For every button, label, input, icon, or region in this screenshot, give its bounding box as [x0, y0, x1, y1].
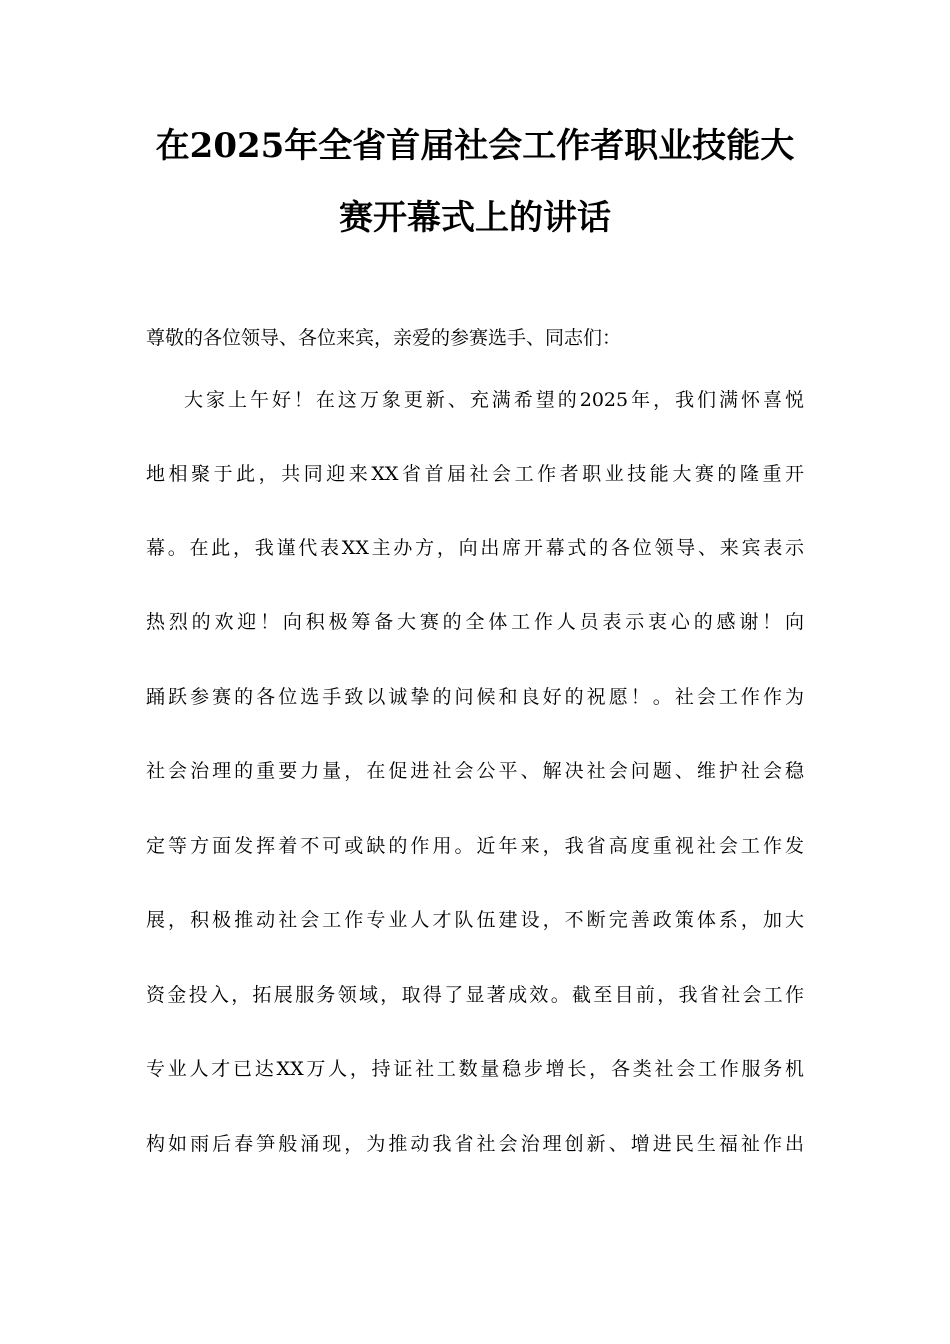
body-line: 热烈的欢迎！向积极筹备大赛的全体工作人员表示衷心的感谢！向: [146, 611, 804, 633]
body-line: 社会治理的重要力量，在促进社会公平、解决社会问题、维护社会稳: [146, 760, 804, 782]
body-line: 大家上午好！在这万象更新、充满希望的2025年，我们满怀喜悦: [184, 389, 804, 411]
body-line: 定等方面发挥着不可或缺的作用。近年来，我省高度重视社会工作发: [146, 835, 804, 857]
body-line: 地相聚于此，共同迎来XX省首届社会工作者职业技能大赛的隆重开: [146, 463, 804, 485]
body-line: 展，积极推动社会工作专业人才队伍建设，不断完善政策体系，加大: [146, 909, 804, 931]
body-line: 踊跃参赛的各位选手致以诚挚的问候和良好的祝愿！。社会工作作为: [146, 686, 804, 708]
greeting: 尊敬的各位领导、各位来宾，亲爱的参赛选手、同志们：: [146, 327, 622, 349]
body-line: 幕。在此，我谨代表XX主办方，向出席开幕式的各位领导、来宾表示: [146, 537, 804, 559]
body-line: 专业人才已达XX万人，持证社工数量稳步增长，各类社会工作服务机: [146, 1058, 804, 1080]
body-line: 资金投入，拓展服务领域，取得了显著成效。截至目前，我省社会工作: [146, 984, 804, 1006]
title-line-1: 在2025年全省首届社会工作者职业技能大: [155, 126, 795, 166]
body-line: 构如雨后春笋般涌现，为推动我省社会治理创新、增进民生福祉作出: [146, 1133, 804, 1155]
title-line-2: 赛开幕式上的讲话: [339, 198, 611, 238]
